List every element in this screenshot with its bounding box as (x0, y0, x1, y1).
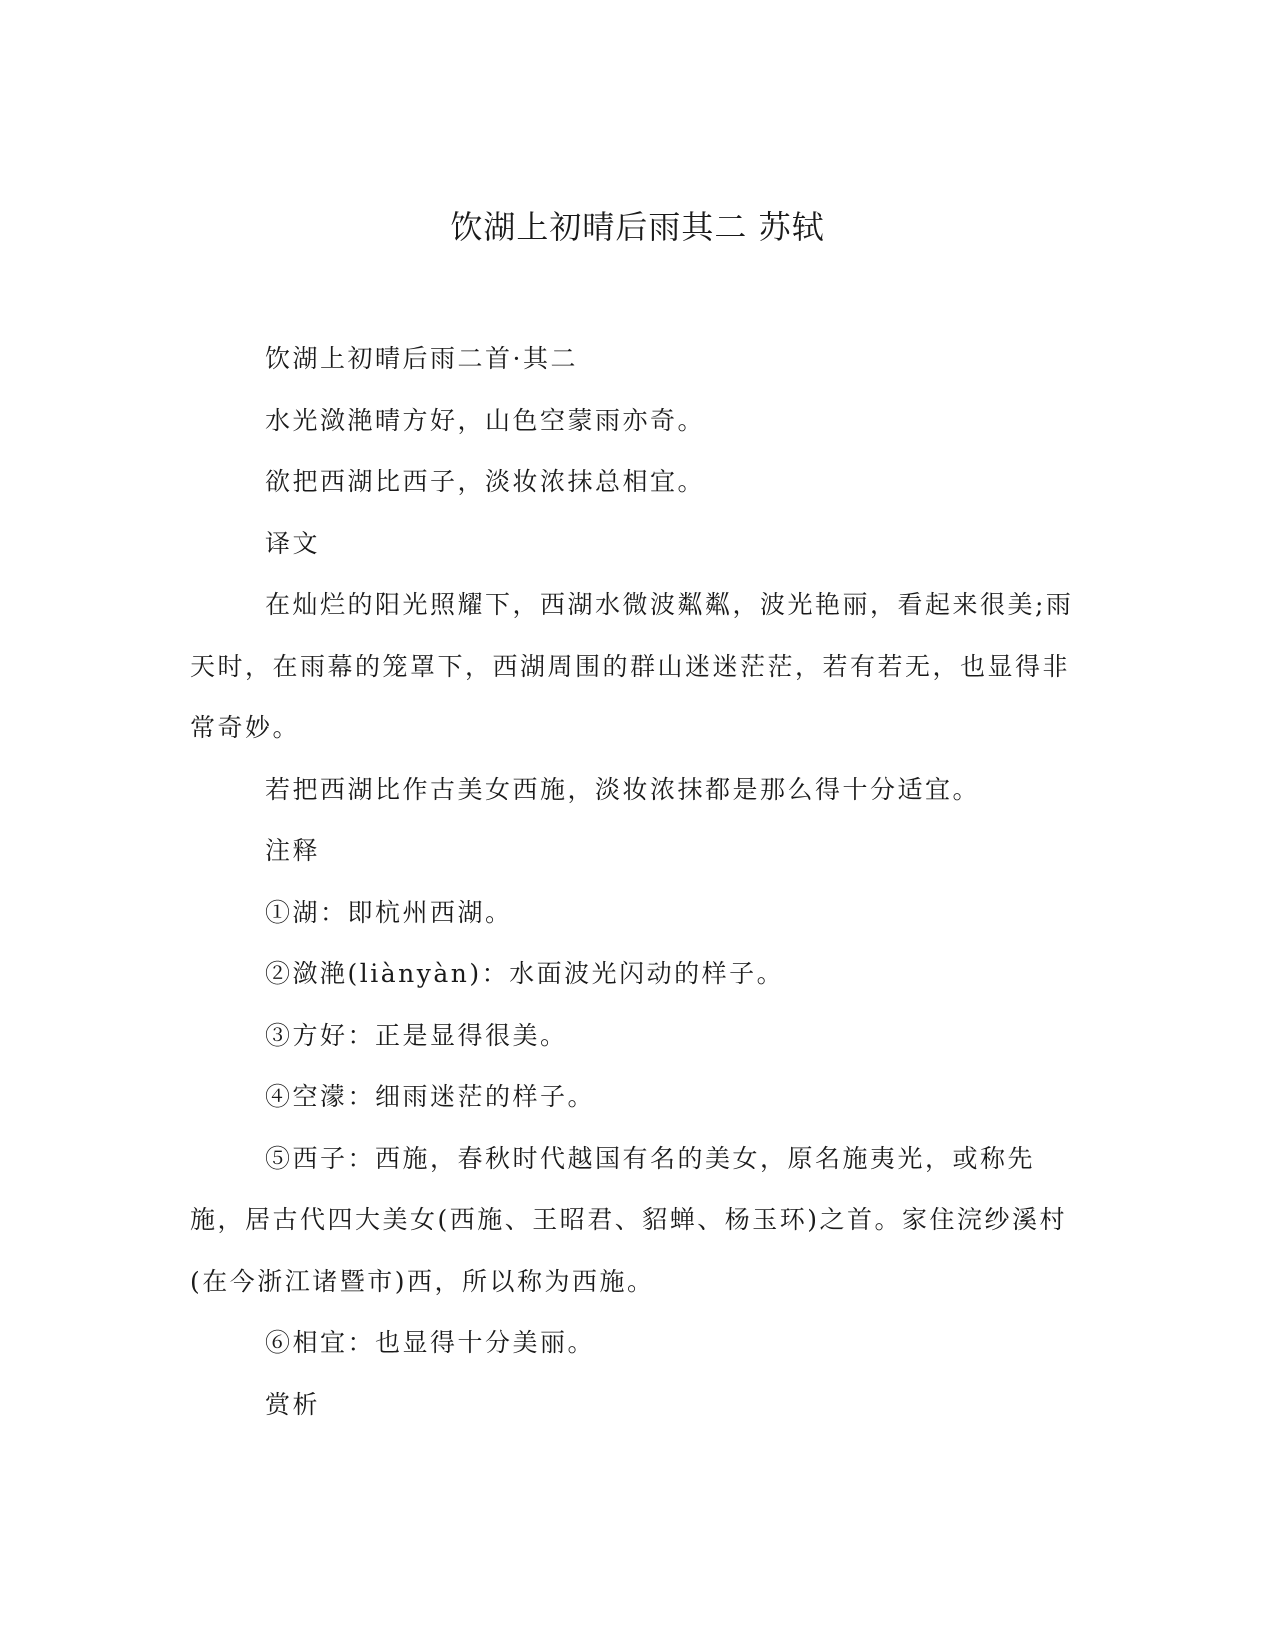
note-4: ④空濛：细雨迷茫的样子。 (265, 1082, 596, 1111)
note-6: ⑥相宜：也显得十分美丽。 (265, 1328, 596, 1357)
notes-heading: 注释 (265, 836, 321, 865)
translation-paragraph-2: 若把西湖比作古美女西施，淡妆浓抹都是那么得十分适宜。 (265, 774, 981, 804)
page-title: 饮湖上初晴后雨其二 苏轼 (450, 208, 825, 246)
note-2: ②潋滟(liànyàn)：水面波光闪动的样子。 (265, 959, 785, 988)
document-body (190, 328, 1085, 1435)
translation-paragraph-1: 在灿烂的阳光照耀下，西湖水微波粼粼，波光艳丽，看起来很美;雨天时，在雨幕的笼罩下，西湖周围的群山迷迷茫茫，若有若无，也显得非常奇妙。 (190, 590, 1074, 742)
poem-heading: 饮湖上初晴后雨二首·其二 (265, 344, 578, 373)
appreciation-heading: 赏析 (265, 1389, 321, 1419)
note-5: ⑤西子：西施，春秋时代越国有名的美女，原名施夷光，或称先施，居古代四大美女(西施、王昭君、貂蝉、杨玉环)之首。家住浣纱溪村(在今浙江诸暨市)西，所以称为西施。 (190, 1143, 1068, 1296)
translation-heading: 译文 (265, 528, 321, 558)
poem-line-2: 欲把西湖比西子，淡妆浓抹总相宜。 (265, 467, 706, 496)
note-3: ③方好：正是显得很美。 (265, 1020, 568, 1050)
note-1: ①湖：即杭州西湖。 (265, 897, 513, 927)
poem-line-1: 水光潋滟晴方好，山色空蒙雨亦奇。 (265, 405, 706, 435)
